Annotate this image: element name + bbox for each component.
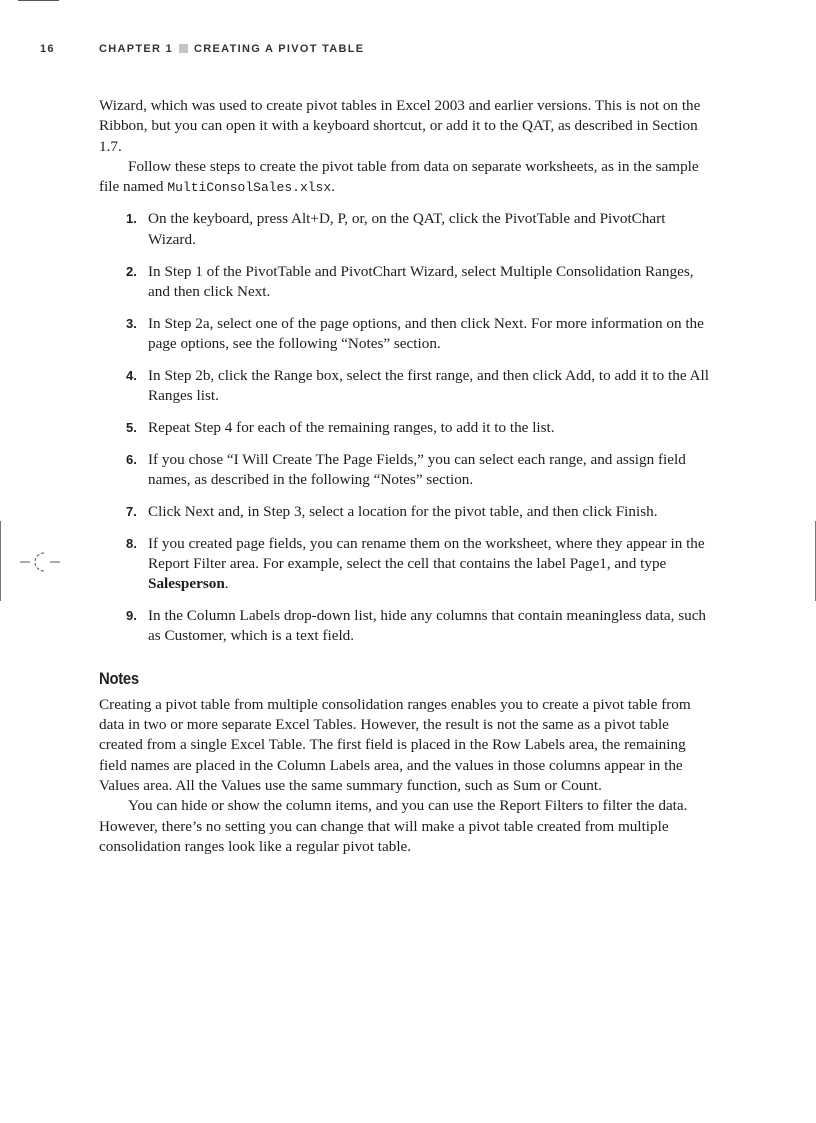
step-text: Click Next and, in Step 3, select a location for the pivot table, and then click Finish. [148,502,658,520]
step-number: 5 . [126,418,137,438]
chapter-title [99,43,364,55]
notes-heading: Notes [99,669,139,688]
list-item [99,262,715,303]
page-body [99,96,715,857]
crop-mark-top [18,0,59,1]
step-text: If you chose “I Will Create The Page Fields,” you can select each range, and assign field names, as described in the following “Notes” section. [148,450,686,488]
step-text: On the keyboard, press Alt+D, P, or, on the QAT, click the PivotTable and PivotChart Wizard. [148,210,666,248]
intro-paragraph: Wizard, which was used to create pivot tables in Excel 2003 and earlier versions. This is not on the Ribbon, but you can open it with a keyboard shortcut, or add it to the QAT, as described in Section 1.7. [99,97,701,155]
chapter-label: CHAPTER 1 [99,43,174,55]
list-item [99,209,715,250]
list-item [99,606,715,647]
notes-paragraph: Creating a pivot table from multiple consolidation ranges enables you to create a pivot table from data in two or more separate Excel Tables. However, the result is not the same as a pivot table created from a single Excel Table. The first field is placed in the Row Labels area, the remaining field names are placed in the Column Labels area, and the values in those columns appear in the Values area. All the Values use the same summary function, such as Sum or Count. [99,695,691,795]
page-number: 16 [40,43,55,55]
notes-paragraph-2: You can hide or show the column items, and you can use the Report Filters to filter the data. However, there’s no setting you can change that will make a pivot table created from multiple consolidation ranges look like a regular pivot table. [99,797,688,855]
steps-list [99,209,715,646]
step-text: If you created page fields, you can rename them on the worksheet, where they appear in the Report Filter area. For example, select the cell that contains the label Page1, and type [148,534,705,572]
step-text: In Step 2a, select one of the page options, and then click Next. For more information on the page options, see the following “Notes” section. [148,314,704,352]
step-number: 8 . [126,534,137,554]
step-number: 3 . [126,314,137,334]
steps-intro-end: . [331,178,335,196]
step-number: 7 . [126,502,137,522]
steps-intro-text: Follow these steps to create the pivot table from data on separate worksheets, as in the sample file named [99,157,699,196]
step-number: 6 . [126,450,137,470]
list-item [99,534,715,595]
step-number: 1 . [126,209,137,229]
step-text: In Step 1 of the PivotTable and PivotChart Wizard, select Multiple Consolidation Ranges, and then click Next. [148,262,694,300]
list-item [99,502,715,522]
step-number: 9 . [126,606,137,626]
step-number: 2 . [126,262,137,282]
list-item [99,418,715,438]
list-item [99,366,715,407]
steps-intro-paragraph [99,157,715,199]
chapter-name: CREATING A PIVOT TABLE [194,43,365,55]
salesperson-bold-term: Salesperson [148,575,225,593]
square-separator-icon [179,44,188,53]
list-item [99,314,715,355]
sample-filename: MultiConsolSales.xlsx [167,180,332,196]
step-text: In Step 2b, click the Range box, select the first range, and then click Add, to add it to the All Ranges list. [148,366,709,405]
list-item [99,450,715,491]
step-text: In the Column Labels drop-down list, hide any columns that contain meaningless data, such as Customer, which is a text field. [148,606,707,645]
step-number: 4 . [126,366,137,386]
step-text-end: . [224,575,229,593]
running-header [40,43,776,59]
registration-mark-icon [20,549,60,575]
step-text: Repeat Step 4 for each of the remaining ranges, to add it to the list. [148,418,555,436]
crop-mark-left [0,521,1,601]
